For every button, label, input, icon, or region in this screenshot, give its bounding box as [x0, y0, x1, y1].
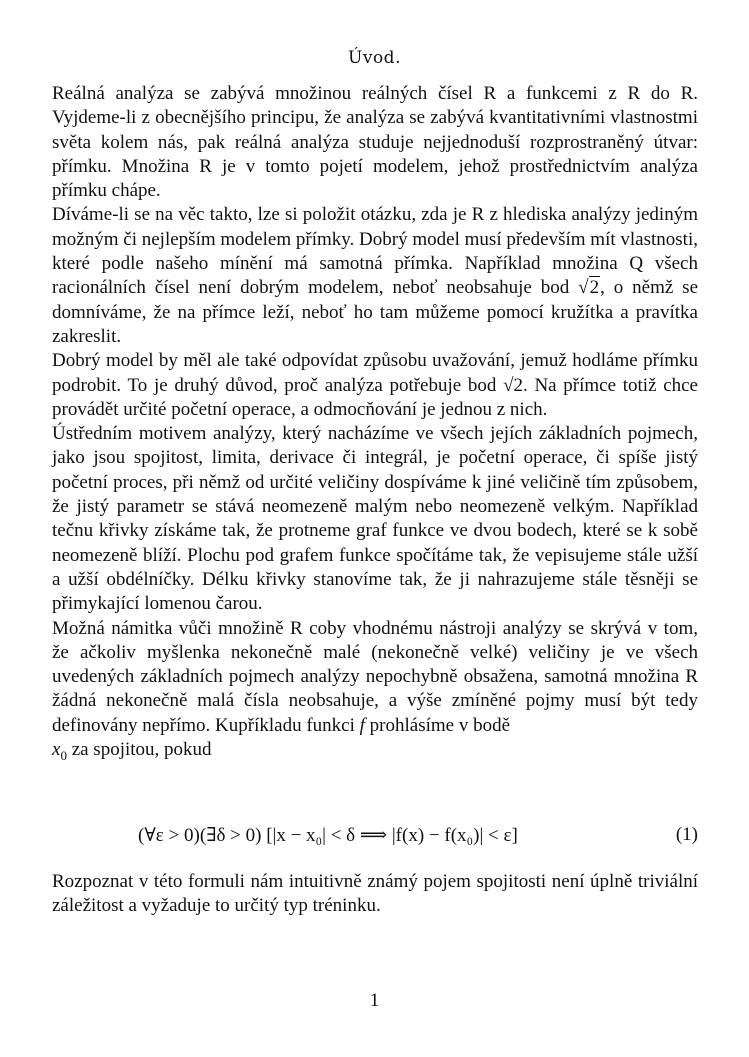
formula-expression: (∀ε > 0)(∃δ > 0) [|x − x₀| < δ ⟹ |f(x) − f(x₀)| < ε]	[138, 825, 518, 846]
body-text	[52, 82, 698, 768]
paragraph-4: Ústředním motivem analýzy, který nacházíme ve všech jejích základních pojmech, jako jsou spojitost, limita, derivace či integrál, je početní operace, či spíše jistý početní proces, při němž od určité veličiny dospíváme k jiné veličině tím způsobem, že jistý parametr se stává neomezeně malým nebo neomezeně velkým. Například tečnu křivky získáme tak, že protneme graf funkce ve dvou bodech, které se k sobě neomezeně blíží. Plochu pod grafem funkce spočítáme tak, že vepisujeme stále užší a užší obdélníčky. Délku křivky stanovíme tak, že ji nahrazujeme stále těsněji se přimykající lomenou čarou.	[52, 423, 698, 615]
paragraph-5	[52, 617, 698, 769]
paragraph-5-text-a: Možná námitka vůči množině R coby vhodnému nástroji analýzy se skrývá v tom, že ačkoliv myšlenka nekonečně malé (nekonečně velké) veličiny je ve všech uvedených základních pojmech analýzy nepochybně obsažena, samotná množina R žádná nekonečně malá čísla neobsahuje, a výše zmíněné pojmy musí být tedy definovány nepřímo. Kupříkladu funkci	[52, 617, 698, 736]
section-title: Úvod.	[348, 48, 401, 68]
paragraph-1: Reálná analýza se zabývá množinou reálných čísel R a funkcemi z R do R. Vyjdeme-li z obecnějšího principu, že analýza se zabývá kvantitativními vlastnostmi světa kolem nás, pak reálná analýza studuje nejjednoduší rozprostraněný útvar: přímku. Množina R je v tomto pojetí modelem, jehož prostřednictvím analýza přímku chápe.	[52, 83, 698, 202]
paragraph-2-text-b: , o němž se domníváme, že na přímce leží, neboť ho tam můžeme pomocí kružítka a pravítka zakreslit.	[52, 277, 699, 347]
closing-paragraph: Rozpoznat v této formuli nám intuitivně známý pojem spojitosti není úplně triviální záležitost a vyžaduje to určitý typ tréninku.	[52, 871, 698, 917]
math-f: f	[359, 714, 365, 736]
sqrt-radicand: 2	[589, 277, 600, 299]
sqrt-two: √2	[578, 277, 600, 299]
paragraph-2	[52, 203, 698, 349]
paragraph-2-text-a: Díváme-li se na věc takto, lze si položit otázku, zda je R z hlediska analýzy jediným možným či nejlepším modelem přímky. Dobrý model musí především mít vlastnosti, které podle našeho mínění má samotná přímka. Například množina Q všech racionálních čísel není dobrým modelem, neboť neobsahuje bod	[52, 204, 698, 299]
closing-text	[52, 870, 698, 919]
paragraph-3	[52, 349, 698, 422]
page-number: 1	[369, 990, 380, 1011]
sqrt-symbol: √2	[503, 374, 524, 396]
math-x-subscript: 0	[60, 747, 67, 763]
formula-number: (1)	[675, 824, 698, 845]
paragraph-5-text-b: prohlásíme v bodě	[369, 714, 511, 736]
sqrt-two-second	[503, 375, 523, 396]
paragraph-3-text-a: Dobrý model by měl ale také odpovídat způsobu uvažování, jemuž hodláme přímku podrobit. To je druhý důvod, proč analýza potřebuje bod	[52, 350, 698, 396]
formula-block	[52, 824, 698, 852]
paragraph-3-text-b: . Na přímce totiž chce provádět určité početní operace, a odmocňování je jednou z nich.	[52, 374, 698, 420]
math-x: x	[52, 739, 61, 761]
paragraph-5-text-c: za spojitou, pokud	[71, 739, 212, 761]
